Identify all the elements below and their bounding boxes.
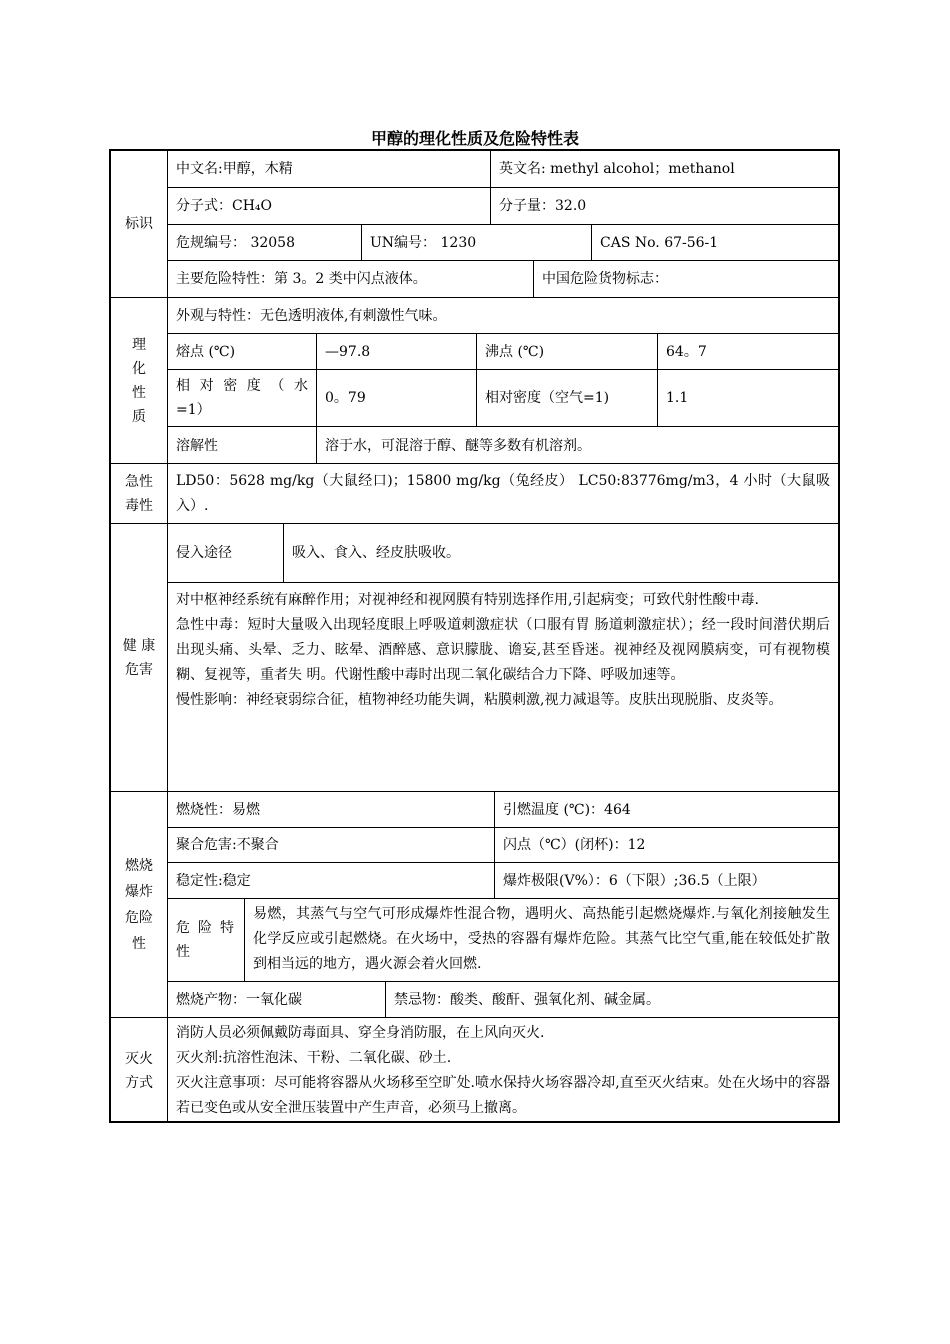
ignition-temp: 引燃温度 (℃)：464 [494, 792, 838, 827]
formula: 分子式：CH₄O [176, 198, 273, 214]
table-row [168, 333, 838, 369]
relative-density-air-label: 相对密度（空气=1) [476, 370, 657, 426]
table-row [168, 898, 838, 981]
section-physchem [111, 297, 838, 463]
cn-hazard-mark: 中国危险货物标志： [533, 261, 838, 297]
appearance: 外观与特性：无色透明液体,有刺激性气味。 [176, 307, 447, 324]
table-row [168, 827, 838, 862]
health-paragraph: 急性中毒：短时大量吸入出现轻度眼上呼吸道刺激症状（口服有胃 肠道刺激症状）；经一段时间潜伏期后出现头痛、头晕、乏力、眩晕、酒醉感、意识朦胧、谵妄,甚至昏迷。视神经及视网膜病变，可有视物模糊、复视等，重者失 明。代谢性酸中毒时出现二氧化碳结合力下降、呼吸加速等。 [176, 617, 830, 683]
section-extinguish [111, 1017, 838, 1123]
table-row [168, 298, 838, 333]
section-identification [111, 151, 838, 297]
extinguish-paragraph: 消防人员必须佩戴防毒面具、穿全身消防服，在上风向灭火. [176, 1025, 545, 1041]
table-row [168, 524, 838, 582]
section-label: 标识 [111, 151, 168, 297]
extinguish-paragraph: 灭火剂:抗溶性泡沫、干粉、二氧化碳、砂土. [176, 1050, 452, 1066]
boiling-point-label: 沸点 (℃) [476, 334, 657, 369]
section-label: 急性毒性 [111, 464, 168, 523]
incompatible-materials: 禁忌物：酸类、酸酐、强氧化剂、碱金属。 [385, 982, 838, 1018]
flammability: 燃烧性：易燃 [176, 801, 260, 818]
melting-point-value: —97.8 [316, 334, 476, 369]
toxicity-text: LD50：5628 mg/kg（大鼠经口)；15800 mg/kg（兔经皮） LC50:83776mg/m3，4 小时（大鼠吸入）. [176, 473, 830, 514]
hazard-label: 危 险 特性 [176, 920, 234, 960]
molecular-weight: 分子量：32.0 [490, 188, 838, 224]
combustion-products: 燃烧产物：一氧化碳 [176, 992, 302, 1008]
section-label: 理化性质 [111, 298, 168, 463]
msds-table [109, 149, 840, 1123]
section-label: 燃烧爆炸危险性 [111, 792, 168, 1017]
section-label: 灭火方式 [111, 1018, 168, 1123]
page-title: 甲醇的理化性质及危险特性表 [370, 129, 579, 148]
section-health [111, 523, 838, 791]
table-row [168, 981, 838, 1018]
explosion-limits: 爆炸极限(V%）：6（下限）;36.5（上限） [494, 863, 838, 898]
table-row [168, 426, 838, 464]
table-row [168, 369, 838, 426]
table-row [168, 582, 838, 792]
main-hazard: 主要危险特性：第 3。2 类中闪点液体。 [176, 271, 427, 287]
cas-number: CAS No. 67-56-1 [591, 225, 838, 260]
stability: 稳定性:稳定 [176, 872, 251, 889]
hazard-number: 危规编号： 32058 [176, 234, 295, 251]
relative-density-air-value: 1.1 [657, 370, 838, 426]
table-row [168, 224, 838, 260]
cn-name: 中文名:甲醇，木精 [176, 161, 293, 177]
solubility-value: 溶于水，可混溶于醇、醚等多数有机溶剂。 [316, 427, 838, 464]
boiling-point-value: 64。7 [657, 334, 838, 369]
section-toxicity [111, 463, 838, 523]
table-row [168, 260, 838, 297]
hazard-text: 易燃，其蒸气与空气可形成爆炸性混合物，遇明火、高热能引起燃烧爆炸.与氧化剂接触发生化学反应或引起燃烧。在火场中，受热的容器有爆炸危险。其蒸气比空气重,能在较低处扩散到相当远的地方，遇火源会着火回燃. [244, 899, 838, 981]
health-paragraph: 慢性影响：神经衰弱综合征，植物神经功能失调，粘膜刺激,视力减退等。皮肤出现脱脂、皮炎等。 [176, 692, 783, 708]
table-row [168, 792, 838, 827]
table-row [168, 187, 838, 224]
solubility-label: 溶解性 [176, 437, 218, 454]
un-number: UN编号： 1230 [361, 225, 591, 260]
table-row [168, 151, 838, 187]
section-fire [111, 791, 838, 1017]
flash-point: 闪点（℃）(闭杯)：12 [494, 828, 838, 862]
polymerization-hazard: 聚合危害:不聚合 [176, 837, 279, 853]
section-label: 健 康危害 [111, 524, 168, 791]
extinguish-paragraph: 灭火注意事项：尽可能将容器从火场移至空旷处.喷水保持火场容器冷却,直至灭火结束。处在火场中的容器若已变色或从安全泄压装置中产生声音，必须马上撤离。 [176, 1075, 830, 1116]
en-name: 英文名: methyl alcohol；methanol [490, 151, 838, 187]
melting-point-label: 熔点 (℃) [176, 343, 236, 360]
route-label: 侵入途径 [176, 545, 232, 561]
route-value: 吸入、食入、经皮肤吸收。 [283, 524, 838, 582]
table-row [168, 862, 838, 898]
relative-density-water-label: 相 对 密 度 （ 水=1） [176, 378, 308, 418]
health-paragraph: 对中枢神经系统有麻醉作用；对视神经和视网膜有特别选择作用,引起病变；可致代射性酸中毒. [176, 592, 759, 608]
relative-density-water-value: 0。79 [316, 370, 476, 426]
